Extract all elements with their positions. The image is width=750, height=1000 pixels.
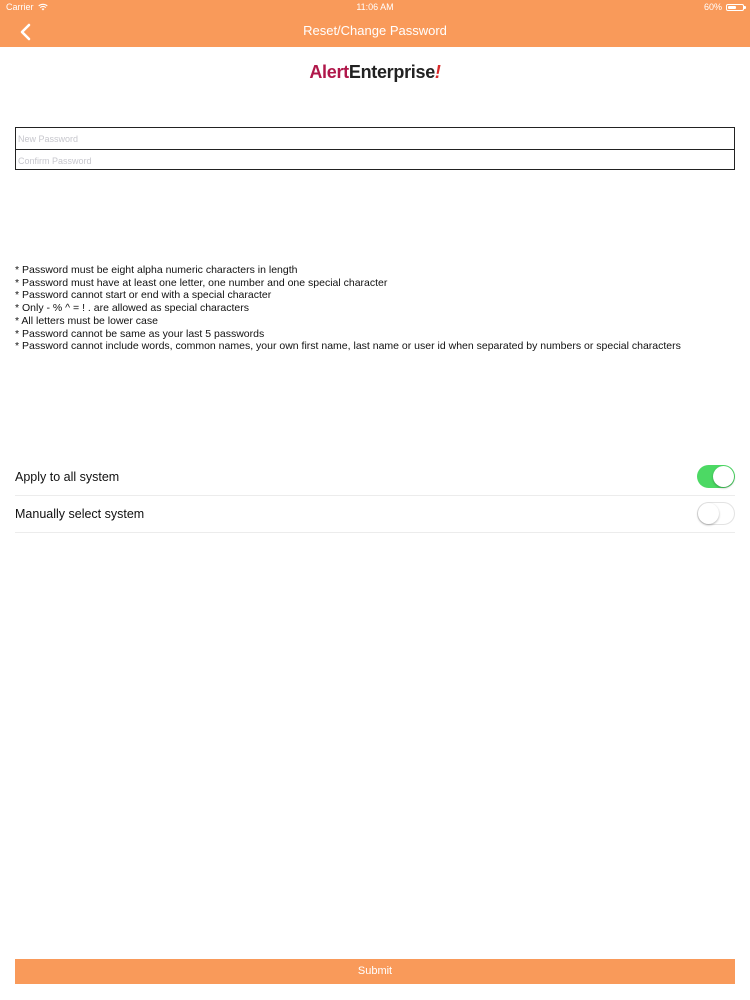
manual-select-system-toggle[interactable] xyxy=(697,502,735,525)
apply-all-system-label: Apply to all system xyxy=(15,470,120,484)
navigation-header xyxy=(0,0,750,47)
rule-item: * Password must be eight alpha numeric characters in length xyxy=(15,264,298,276)
battery-fill xyxy=(728,6,736,9)
status-bar xyxy=(0,0,750,16)
battery-icon xyxy=(726,4,744,11)
rule-item: * Password cannot start or end with a special character xyxy=(15,289,272,302)
rule-item: * Password cannot include words, common names, your own first name, last name or user id when separated by numbers or special characters xyxy=(15,340,681,353)
manual-select-system-label: Manually select system xyxy=(15,507,145,521)
confirm-password-input[interactable] xyxy=(16,150,734,171)
rule-item: * Password must have at least one letter, one number and one special character xyxy=(15,276,388,289)
rule-item: * Only - % ^ = ! . are allowed as special characters xyxy=(15,302,249,315)
new-password-input[interactable] xyxy=(16,128,734,149)
password-form xyxy=(15,127,735,170)
page-title: Reset/Change Password xyxy=(303,23,447,38)
toggle-knob xyxy=(713,466,734,487)
apply-all-system-toggle[interactable] xyxy=(697,465,735,488)
status-right xyxy=(704,2,744,12)
logo-enterprise-text: Enterprise xyxy=(348,62,435,82)
alertenterprise-logo xyxy=(0,62,750,83)
logo-alert-text: Alert xyxy=(309,62,349,82)
logo-exclamation: ! xyxy=(434,62,441,82)
rule-item: * Password cannot be same as your last 5 passwords xyxy=(15,327,265,340)
apply-all-system-row xyxy=(15,459,735,496)
submit-button[interactable]: Submit xyxy=(15,959,735,984)
manual-select-system-row xyxy=(15,496,735,533)
toggle-knob xyxy=(698,503,719,524)
carrier-label: Carrier xyxy=(6,2,34,12)
status-time: 11:06 AM xyxy=(356,2,394,12)
battery-percent: 60% xyxy=(703,2,722,12)
rule-item: * All letters must be lower case xyxy=(15,314,158,327)
password-rules xyxy=(15,264,745,353)
